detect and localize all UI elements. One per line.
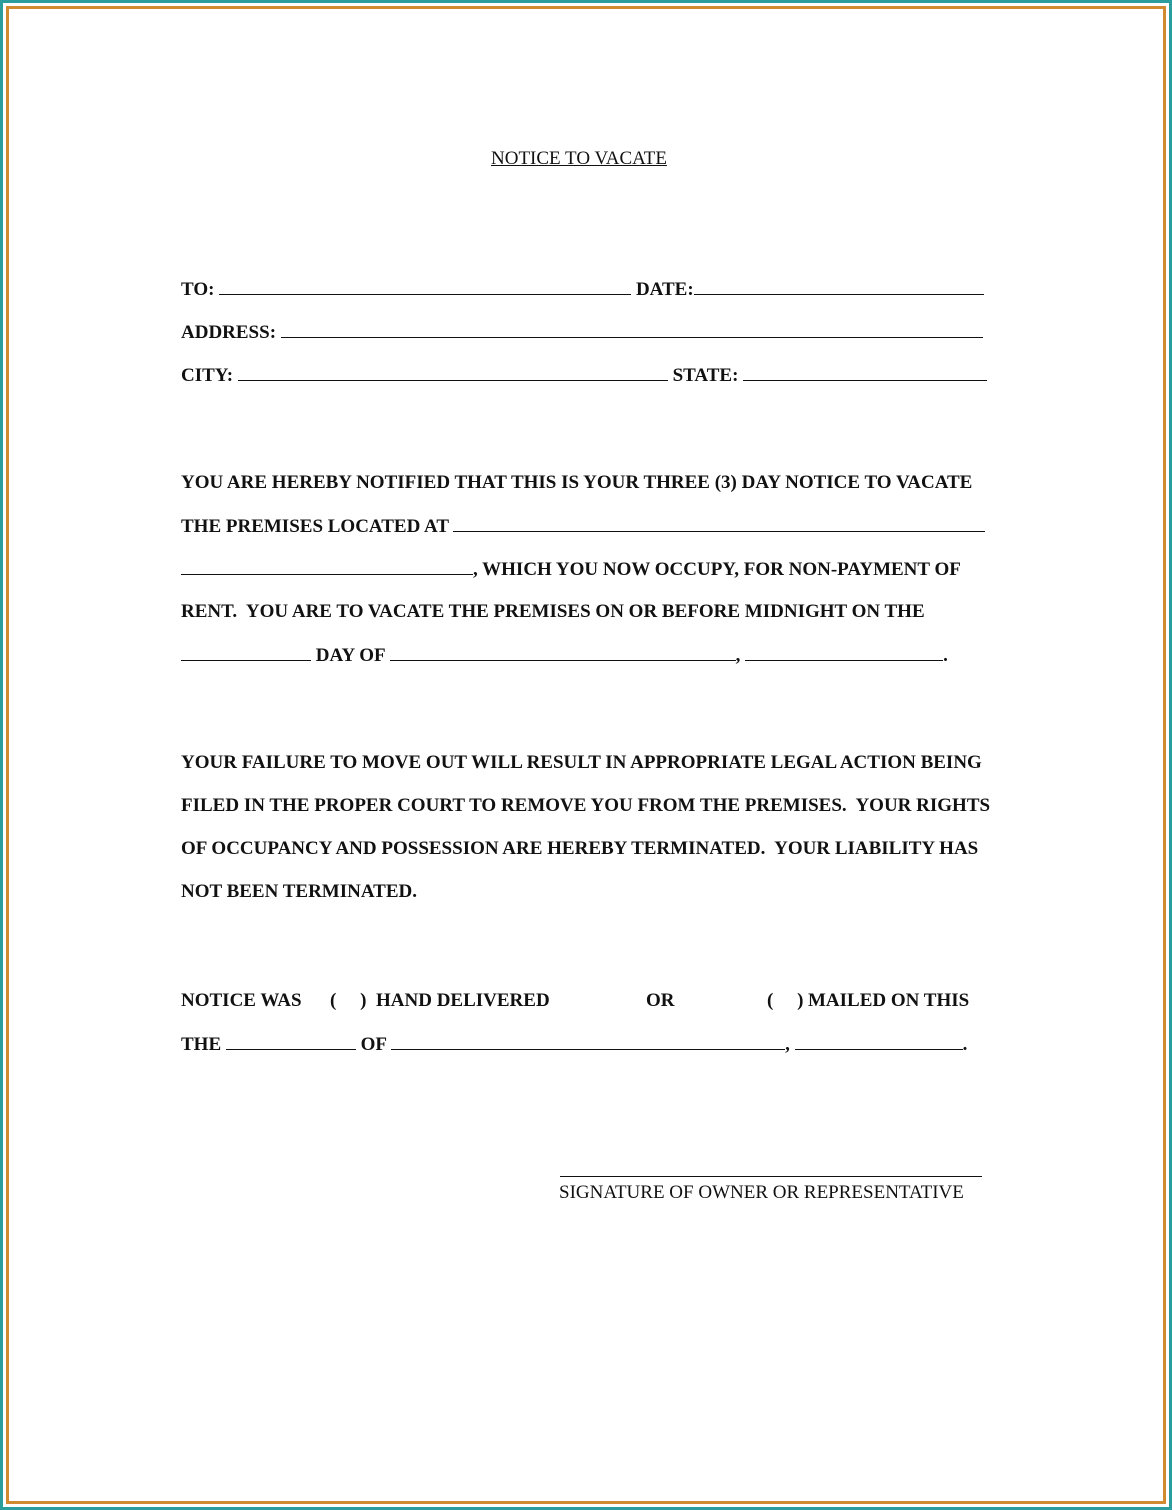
warning-line-4: NOT BEEN TERMINATED. bbox=[181, 881, 417, 902]
delivery-day-field[interactable] bbox=[226, 1033, 356, 1050]
to-label: TO: bbox=[181, 279, 215, 300]
comma: , bbox=[785, 1034, 790, 1055]
vacate-month-field[interactable] bbox=[390, 644, 736, 661]
signature-label: SIGNATURE OF OWNER OR REPRESENTATIVE bbox=[559, 1182, 964, 1203]
notice-line-3 bbox=[181, 558, 961, 581]
document-title: NOTICE TO VACATE bbox=[491, 148, 667, 169]
state-label: STATE: bbox=[672, 365, 739, 386]
premises-field-2[interactable] bbox=[181, 558, 473, 575]
to-field[interactable] bbox=[219, 278, 631, 295]
vacate-year-field[interactable] bbox=[745, 644, 943, 661]
of-label: OF bbox=[360, 1034, 387, 1055]
hand-delivered-label: HAND DELIVERED bbox=[376, 990, 550, 1011]
city-label: CITY: bbox=[181, 365, 234, 386]
delivery-date-row bbox=[181, 1033, 967, 1056]
notice-line-4: RENT. YOU ARE TO VACATE THE PREMISES ON OR BEFORE MIDNIGHT ON THE bbox=[181, 601, 925, 622]
period: . bbox=[943, 645, 948, 666]
delivery-year-field[interactable] bbox=[795, 1033, 963, 1050]
period: . bbox=[962, 1034, 968, 1055]
or-label: OR bbox=[646, 990, 675, 1011]
mailed-label: MAILED ON THIS bbox=[808, 990, 970, 1011]
notice-line-1: YOU ARE HEREBY NOTIFIED THAT THIS IS YOUR THREE (3) DAY NOTICE TO VACATE bbox=[181, 472, 973, 493]
notice-line-2 bbox=[181, 515, 985, 538]
state-field[interactable] bbox=[743, 364, 987, 381]
day-of-label: DAY OF bbox=[315, 645, 385, 666]
warning-line-2: FILED IN THE PROPER COURT TO REMOVE YOU FROM THE PREMISES. YOUR RIGHTS bbox=[181, 795, 991, 816]
date-field[interactable] bbox=[694, 278, 984, 295]
signature-line[interactable] bbox=[560, 1176, 982, 1177]
occupy-text: , WHICH YOU NOW OCCUPY, FOR NON-PAYMENT OF bbox=[473, 559, 961, 580]
premises-field-1[interactable] bbox=[453, 515, 985, 532]
city-state-row bbox=[181, 364, 987, 387]
notice-was-label: NOTICE WAS bbox=[181, 990, 302, 1011]
hand-delivered-checkbox[interactable]: ( ) bbox=[330, 990, 367, 1011]
warning-line-1: YOUR FAILURE TO MOVE OUT WILL RESULT IN APPROPRIATE LEGAL ACTION BEING bbox=[181, 752, 982, 773]
the-label: THE bbox=[181, 1034, 222, 1055]
to-date-row bbox=[181, 278, 984, 301]
date-label: DATE: bbox=[635, 279, 694, 300]
notice-line-5 bbox=[181, 644, 948, 667]
address-label: ADDRESS: bbox=[181, 322, 277, 343]
address-row bbox=[181, 321, 983, 344]
mailed-checkbox[interactable]: ( ) bbox=[767, 990, 804, 1011]
vacate-day-field[interactable] bbox=[181, 644, 311, 661]
comma: , bbox=[735, 645, 741, 666]
warning-line-3: OF OCCUPANCY AND POSSESSION ARE HEREBY TERMINATED. YOUR LIABILITY HAS bbox=[181, 838, 979, 859]
address-field[interactable] bbox=[281, 321, 983, 338]
city-field[interactable] bbox=[238, 364, 668, 381]
premises-label: THE PREMISES LOCATED AT bbox=[181, 516, 449, 537]
delivery-month-field[interactable] bbox=[391, 1033, 785, 1050]
